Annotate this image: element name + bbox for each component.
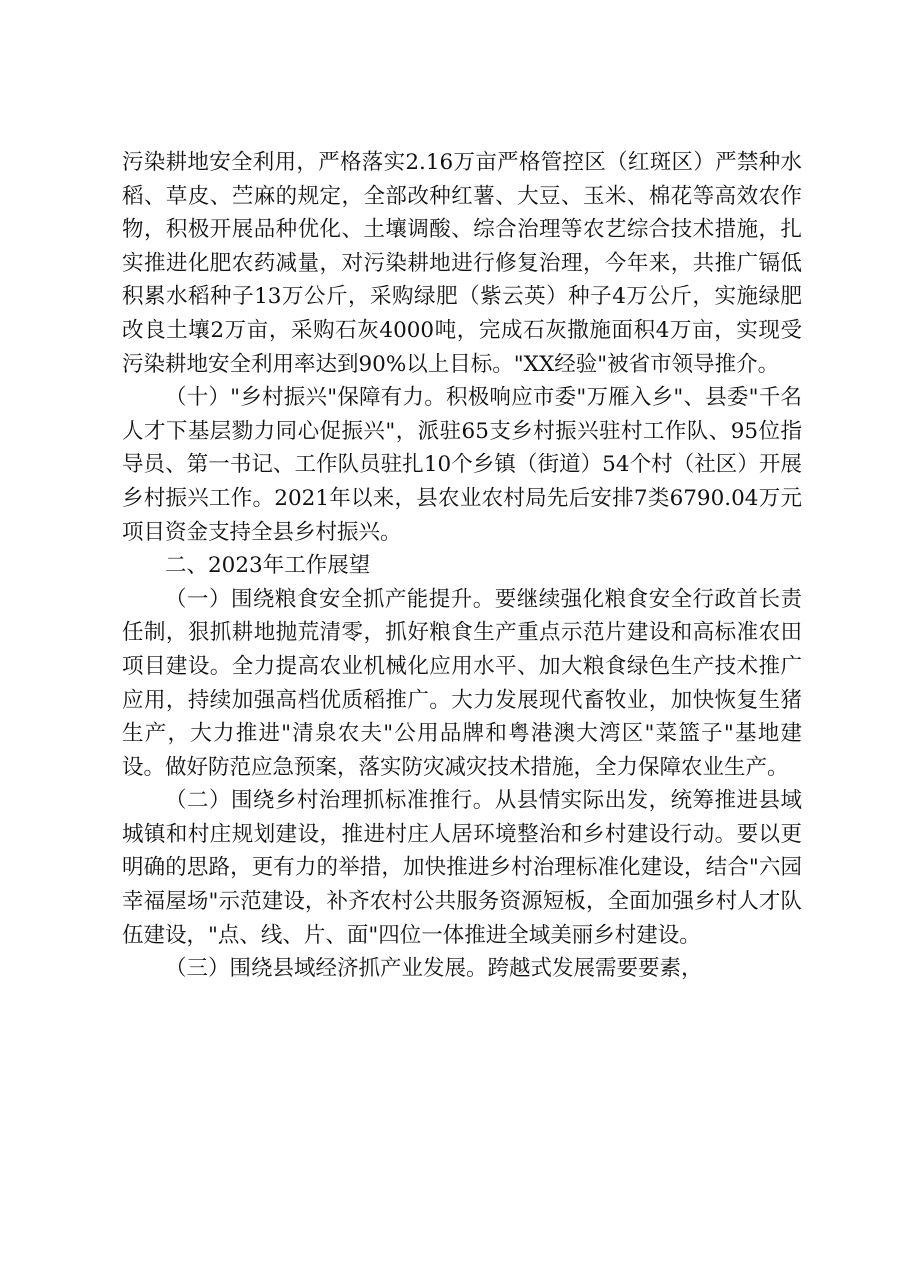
section-heading-2023-outlook: 二、2023年工作展望 — [165, 553, 371, 579]
document-body — [122, 146, 802, 986]
paragraph-rural-governance: （二）围绕乡村治理抓标准推行。从县情实际出发，统筹推进县域城镇和村庄规划建设，推进村庄人居环境整治和乡村建设行动。要以更明确的思路，更有力的举措，加快推进乡村治理标准化建设，结合"六园幸福屋场"示范建设，补齐农村公共服务资源短板，全面加强乡村人才队伍建设，"点、线、片、面"四位一体推进全域美丽乡村建设。 — [122, 788, 802, 948]
paragraph-pollution-farmland: 污染耕地安全利用，严格落实2.16万亩严格管控区（红斑区）严禁种水稻、草皮、苎麻的规定，全部改种红薯、大豆、玉米、棉花等高效农作物，积极开展品种优化、土壤调酸、综合治理等农艺综合技术措施，扎实推进化肥农药减量，对污染耕地进行修复治理，今年来，共推广镉低积累水稻种子13万公斤，采购绿肥（紫云英）种子4万公斤，实施绿肥改良土壤2万亩，采购石灰4000吨，完成石灰撒施面积4万亩，实现受污染耕地安全利用率达到90%以上目标。"XX经验"被省市领导推介。 — [122, 150, 802, 377]
paragraph-rural-revitalization: （十）"乡村振兴"保障有力。积极响应市委"万雁入乡"、县委"千名人才下基层勠力同心促振兴"，派驻65支乡村振兴驻村工作队、95位指导员、第一书记、工作队员驻扎10个乡镇（街道）54个村（社区）开展乡村振兴工作。2021年以来，县农业农村局先后安排7类6790.04万元项目资金支持全县乡村振兴。 — [122, 385, 802, 545]
paragraph-county-economy: （三）围绕县域经济抓产业发展。跨越式发展需要要素， — [165, 956, 703, 982]
paragraph-food-security: （一）围绕粮食安全抓产能提升。要继续强化粮食安全行政首长责任制，狠抓耕地抛荒清零，抓好粮食生产重点示范片建设和高标准农田项目建设。全力提高农业机械化应用水平、加大粮食绿色生产技术推广应用，持续加强高档优质稻推广。大力发展现代畜牧业，加快恢复生猪生产，大力推进"清泉农夫"公用品牌和粤港澳大湾区"菜篮子"基地建设。做好防范应急预案，落实防灾减灾技术措施，全力保障农业生产。 — [122, 586, 802, 780]
